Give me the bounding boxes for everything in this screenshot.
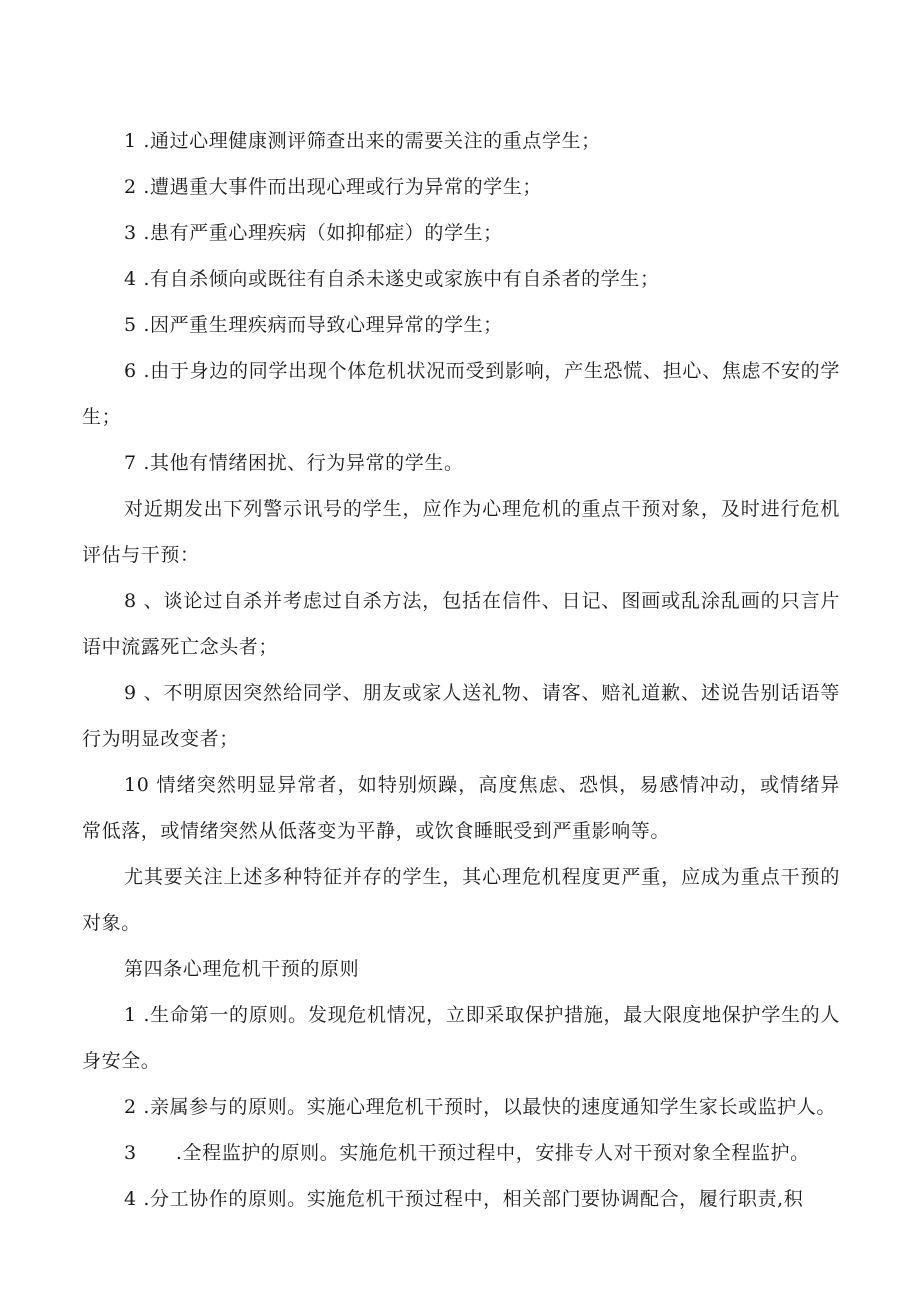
paragraph-item-5: 5 .因严重生理疾病而导致心理异常的学生； [124,314,503,336]
paragraph-item-8: 8 、谈论过自杀并考虑过自杀方法，包括在信件、日记、图画或乱涂乱画的只言片语中流露死亡念头者； [82,590,840,658]
paragraph-item-10: 10 情绪突然明显异常者，如特别烦躁，高度焦虑、恐惧，易感情冲动，或情绪异常低落，或情绪突然从低落变为平静，或饮食睡眠受到严重影响等。 [82,774,840,842]
warning-signals-intro: 对近期发出下列警示讯号的学生，应作为心理危机的重点干预对象，及时进行危机评估与干预： [82,498,840,566]
paragraph-item-7: 7 .其他有情绪困扰、行为异常的学生。 [124,452,464,474]
paragraph-item-4: 4 .有自杀倾向或既往有自杀未遂史或家族中有自杀者的学生； [124,268,660,290]
paragraph-item-3: 3 .患有严重心理疾病（如抑郁症）的学生； [124,222,503,244]
paragraph-item-1: 1 .通过心理健康测评筛查出来的需要关注的重点学生； [124,130,601,152]
multiple-features-note: 尤其要关注上述多种特征并存的学生，其心理危机程度更严重，应成为重点干预的对象。 [82,866,840,934]
paragraph-item-6: 6 .由于身边的同学出现个体危机状况而受到影响，产生恐慌、担心、焦虑不安的学生； [82,360,840,428]
paragraph-item-2: 2 .遭遇重大事件而出现心理或行为异常的学生； [124,176,542,198]
principle-item-2: 2 .亲属参与的原则。实施心理危机干预时，以最快的速度通知学生家长或监护人。 [124,1096,836,1118]
principle-item-4: 4 .分工协作的原则。实施危机干预过程中，相关部门要协调配合，履行职责,积 [124,1188,804,1210]
principle-item-3: 3 .全程监护的原则。实施危机干预过程中，安排专人对干预对象全程监护。 [124,1142,810,1164]
section-heading-article-4: 第四条心理危机干预的原则 [124,958,360,980]
paragraph-item-9: 9 、不明原因突然给同学、朋友或家人送礼物、请客、赔礼道歉、述说告别话语等行为明显改变者； [82,682,840,750]
principle-item-1: 1 .生命第一的原则。发现危机情况，立即采取保护措施，最大限度地保护学生的人身安全。 [82,1004,840,1072]
